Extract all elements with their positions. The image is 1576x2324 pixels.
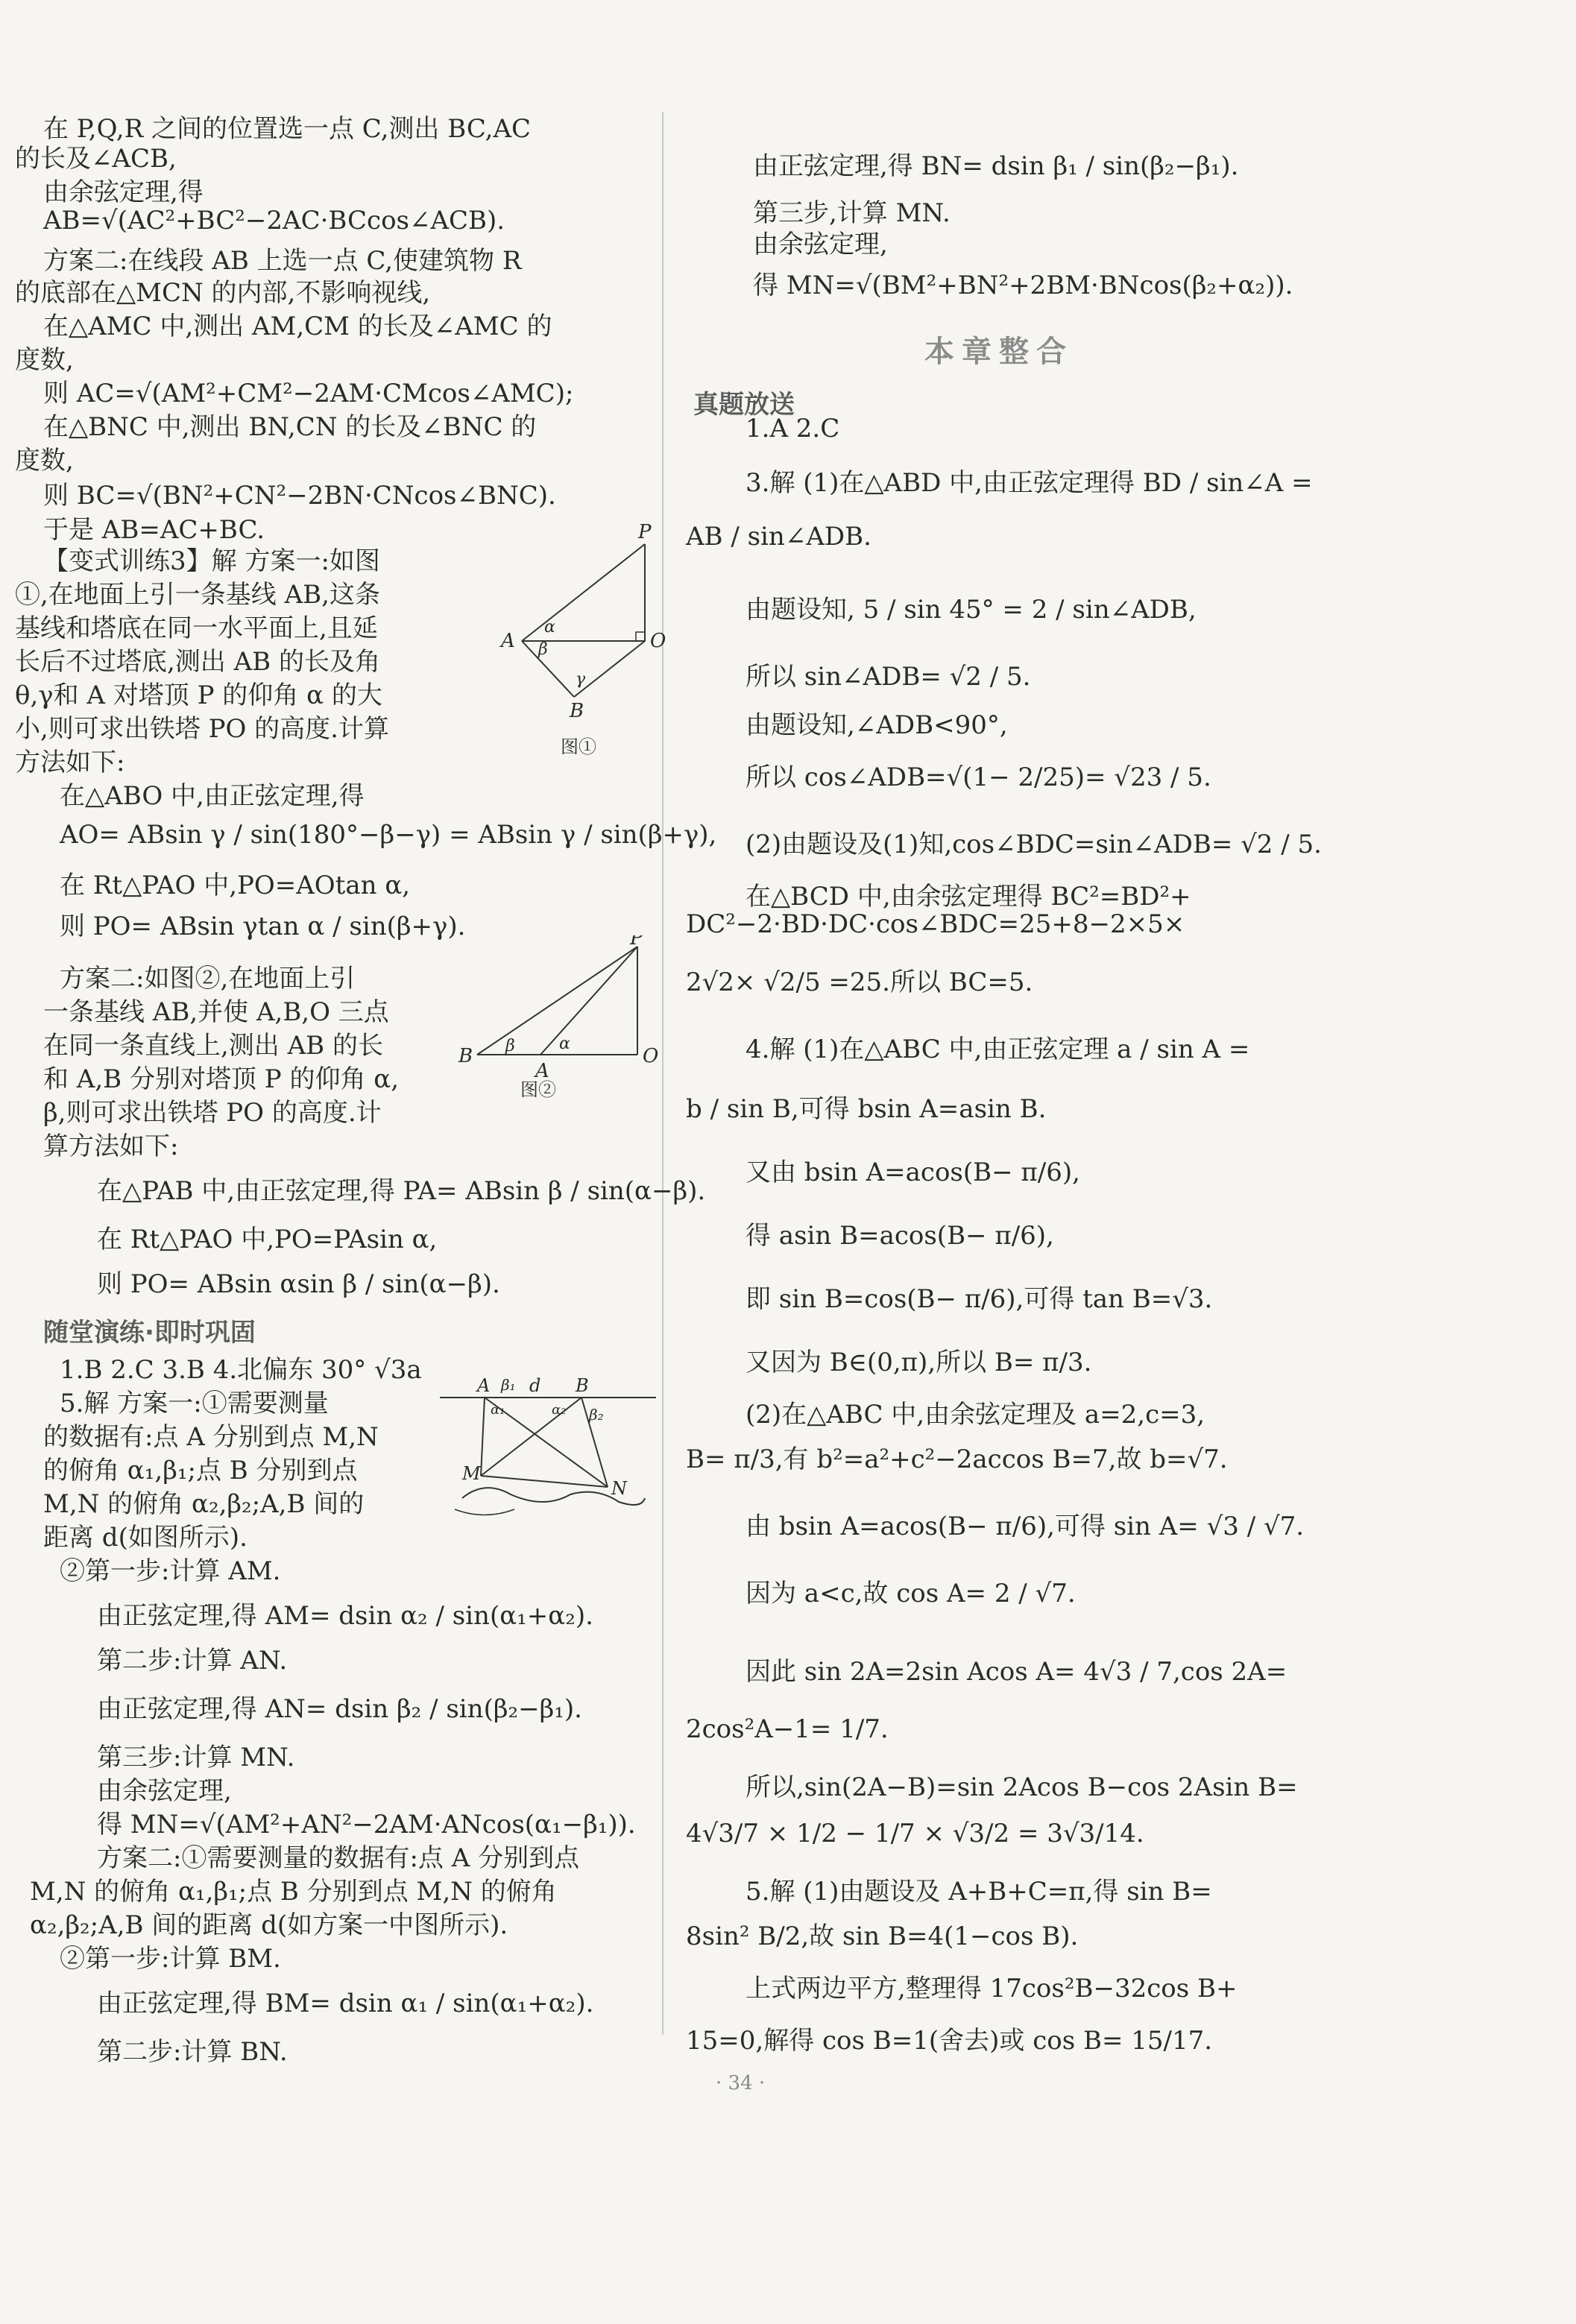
fig3-label-A: A — [477, 1375, 491, 1396]
right-text-line: 上式两边平方,整理得 17cos²B−32cos B+ — [746, 1974, 1238, 2003]
fig3-label-alpha2: α₂ — [552, 1402, 567, 1418]
left-text-line: 由余弦定理, — [97, 1776, 232, 1806]
left-text-line: 于是 AB=AC+BC. — [43, 515, 265, 545]
left-text-line: 则 PO= ABsin αsin β / sin(α−β). — [97, 1269, 500, 1299]
fig2-label-alpha: α — [559, 1035, 570, 1053]
left-text-line: 第二步:计算 BN. — [97, 2037, 288, 2067]
right-text-line: 2√2× √2/5 =25.所以 BC=5. — [686, 967, 1033, 997]
left-text-line: 5.解 方案一:①需要测量 — [60, 1389, 329, 1418]
left-text-line: ②第一步:计算 AM. — [60, 1556, 281, 1586]
right-text-line: b / sin B,可得 bsin A=asin B. — [686, 1094, 1047, 1124]
left-text-line: 算方法如下: — [43, 1131, 179, 1161]
left-text-line: ①,在地面上引一条基线 AB,这条 — [15, 580, 380, 610]
right-text-line: (2)由题设及(1)知,cos∠BDC=sin∠ADB= √2 / 5. — [746, 830, 1322, 859]
left-text-line: AB=√(AC²+BC²−2AC·BCcos∠ACB). — [43, 206, 505, 236]
right-text-line: 15=0,解得 cos B=1(舍去)或 cos B= 15/17. — [686, 2026, 1213, 2056]
left-text-line: 在同一条直线上,测出 AB 的长 — [43, 1031, 383, 1061]
fig3-label-beta2: β₂ — [589, 1406, 604, 1424]
right-text-line: 由题设知,∠ADB<90°, — [746, 710, 1008, 740]
left-text-line: 在△PAB 中,由正弦定理,得 PA= ABsin β / sin(α−β). — [97, 1176, 706, 1206]
fig1-label-beta: β — [538, 640, 548, 659]
right-text-line: 又由 bsin A=acos(B− π/6), — [746, 1158, 1080, 1187]
left-text-line: 基线和塔底在同一水平面上,且延 — [15, 613, 378, 643]
right-text-line: B= π/3,有 b²=a²+c²−2accos B=7,故 b=√7. — [686, 1444, 1228, 1474]
left-text-line: 方案二:①需要测量的数据有:点 A 分别到点 — [97, 1843, 580, 1873]
right-text-line: 本章整合 — [924, 335, 1074, 369]
left-text-line: 的数据有:点 A 分别到点 M,N — [43, 1422, 379, 1452]
figure-3 — [440, 1368, 664, 1539]
left-text-line: 的俯角 α₁,β₁;点 B 分别到点 — [43, 1456, 358, 1485]
fig1-label-gamma: γ — [576, 670, 586, 689]
right-text-line: 在△BCD 中,由余弦定理得 BC²=BD²+ — [746, 882, 1191, 912]
right-text-line: 即 sin B=cos(B− π/6),可得 tan B=√3. — [746, 1284, 1213, 1314]
left-text-line: 则 PO= ABsin γtan α / sin(β+γ). — [60, 912, 466, 941]
fig2-label-P: P — [630, 935, 643, 950]
left-text-line: 在△AMC 中,测出 AM,CM 的长及∠AMC 的 — [43, 312, 552, 341]
fig1-label-A: A — [501, 630, 515, 652]
left-text-line: 在△ABO 中,由正弦定理,得 — [60, 781, 365, 811]
fig2-label-O: O — [643, 1045, 659, 1067]
left-text-line: 得 MN=√(AM²+AN²−2AM·ANcos(α₁−β₁)). — [97, 1810, 636, 1840]
left-text-line: 则 AC=√(AM²+CM²−2AM·CMcos∠AMC); — [43, 379, 574, 408]
right-text-line: (2)在△ABC 中,由余弦定理及 a=2,c=3, — [746, 1400, 1205, 1430]
fig3-label-d: d — [529, 1375, 541, 1396]
left-text-line: α₂,β₂;A,B 间的距离 d(如方案一中图所示). — [30, 1910, 508, 1940]
fig2-label-beta: β — [505, 1037, 515, 1055]
right-text-line: 又因为 B∈(0,π),所以 B= π/3. — [746, 1348, 1092, 1377]
left-text-line: 随堂演练·即时巩固 — [43, 1318, 256, 1348]
fig2-label-B: B — [458, 1045, 473, 1067]
left-text-line: 度数, — [15, 446, 74, 476]
left-text-line: 度数, — [15, 345, 74, 375]
left-text-line: β,则可求出铁塔 PO 的高度.计 — [43, 1098, 382, 1128]
fig1-label-B: B — [570, 700, 584, 722]
fig1-caption: 图① — [561, 736, 596, 757]
page-number: · 34 · — [716, 2072, 766, 2094]
right-text-line: 8sin² B/2,故 sin B=4(1−cos B). — [686, 1922, 1079, 1951]
left-text-line: 在 P,Q,R 之间的位置选一点 C,测出 BC,AC — [43, 114, 532, 144]
left-text-line: 一条基线 AB,并使 A,B,O 三点 — [43, 997, 389, 1027]
fig2-caption: 图② — [520, 1079, 556, 1100]
left-text-line: 和 A,B 分别对塔顶 P 的仰角 α, — [43, 1064, 400, 1094]
right-text-line: 所以 sin∠ADB= √2 / 5. — [746, 662, 1031, 692]
left-text-line: 第三步:计算 MN. — [97, 1743, 295, 1772]
left-text-line: 方案二:如图②,在地面上引 — [60, 964, 356, 994]
figure-2 — [455, 935, 671, 1107]
fig3-label-beta1: β₁ — [501, 1376, 516, 1394]
right-text-line: 所以 cos∠ADB=√(1− 2/25)= √23 / 5. — [746, 762, 1211, 792]
right-text-line: 得 asin B=acos(B− π/6), — [746, 1221, 1054, 1251]
figure-3-svg — [440, 1368, 664, 1539]
right-text-line: 1.A 2.C — [746, 414, 840, 443]
left-text-line: 由余弦定理,得 — [43, 177, 204, 207]
left-text-line: 的长及∠ACB, — [15, 144, 177, 174]
right-text-line: 由 bsin A=acos(B− π/6),可得 sin A= √3 / √7. — [746, 1512, 1305, 1541]
left-text-line: 第二步:计算 AN. — [97, 1646, 288, 1676]
left-text-line: θ,γ和 A 对塔顶 P 的仰角 α 的大 — [15, 681, 382, 710]
figure-1 — [492, 522, 671, 768]
right-text-line: 由正弦定理,得 BN= dsin β₁ / sin(β₂−β₁). — [753, 151, 1239, 181]
fig2-label-A: A — [535, 1060, 549, 1082]
left-text-line: AO= ABsin γ / sin(180°−β−γ) = ABsin γ / sin(β+γ), — [60, 820, 717, 850]
left-text-line: 则 BC=√(BN²+CN²−2BN·CNcos∠BNC). — [43, 481, 556, 511]
left-text-line: 由正弦定理,得 AM= dsin α₂ / sin(α₁+α₂). — [97, 1601, 593, 1631]
fig3-label-N: N — [611, 1478, 627, 1499]
right-text-line: 真题放送 — [693, 390, 795, 420]
left-text-line: M,N 的俯角 α₂,β₂;A,B 间的 — [43, 1489, 365, 1519]
left-text-line: ②第一步:计算 BM. — [60, 1944, 281, 1974]
right-text-line: 4√3/7 × 1/2 − 1/7 × √3/2 = 3√3/14. — [686, 1819, 1144, 1848]
left-text-line: M,N 的俯角 α₁,β₁;点 B 分别到点 M,N 的俯角 — [30, 1877, 557, 1907]
left-text-line: 由正弦定理,得 BM= dsin α₁ / sin(α₁+α₂). — [97, 1989, 594, 2018]
figure-2-svg — [455, 935, 671, 1107]
left-text-line: 长后不过塔底,测出 AB 的长及角 — [15, 647, 380, 677]
right-text-line: 所以,sin(2A−B)=sin 2Acos B−cos 2Asin B= — [746, 1772, 1298, 1802]
fig3-label-M: M — [462, 1463, 481, 1484]
left-text-line: 方案二:在线段 AB 上选一点 C,使建筑物 R — [43, 246, 522, 276]
right-text-line: 因为 a<c,故 cos A= 2 / √7. — [746, 1579, 1076, 1608]
right-text-line: DC²−2·BD·DC·cos∠BDC=25+8−2×5× — [686, 909, 1185, 939]
right-text-line: 4.解 (1)在△ABC 中,由正弦定理 a / sin A = — [746, 1035, 1250, 1064]
right-text-line: 3.解 (1)在△ABD 中,由正弦定理得 BD / sin∠A = — [746, 468, 1313, 498]
right-text-line: 第三步,计算 MN. — [753, 198, 951, 228]
fig1-label-alpha: α — [544, 618, 555, 637]
left-text-line: 小,则可求出铁塔 PO 的高度.计算 — [15, 714, 389, 744]
left-text-line: 【变式训练3】解 方案一:如图 — [43, 546, 380, 576]
left-text-line: 距离 d(如图所示). — [43, 1523, 248, 1553]
left-text-line: 在△BNC 中,测出 BN,CN 的长及∠BNC 的 — [43, 412, 537, 442]
left-text-line: 1.B 2.C 3.B 4.北偏东 30° √3a — [60, 1355, 422, 1385]
right-text-line: 5.解 (1)由题设及 A+B+C=π,得 sin B= — [746, 1877, 1212, 1907]
left-text-line: 在 Rt△PAO 中,PO=PAsin α, — [97, 1225, 438, 1254]
right-text-line: 得 MN=√(BM²+BN²+2BM·BNcos(β₂+α₂)). — [753, 271, 1293, 300]
left-text-line: 的底部在△MCN 的内部,不影响视线, — [15, 278, 431, 308]
right-text-line: 由余弦定理, — [753, 230, 888, 259]
fig3-label-B: B — [576, 1375, 589, 1396]
right-text-line: 2cos²A−1= 1/7. — [686, 1714, 889, 1744]
fig3-label-alpha1: α₁ — [491, 1402, 505, 1418]
fig1-label-P: P — [638, 522, 652, 543]
right-text-line: 因此 sin 2A=2sin Acos A= 4√3 / 7,cos 2A= — [746, 1657, 1287, 1687]
right-text-line: AB / sin∠ADB. — [686, 522, 871, 552]
left-text-line: 方法如下: — [15, 748, 125, 777]
figure-1-svg — [492, 522, 671, 768]
left-text-line: 在 Rt△PAO 中,PO=AOtan α, — [60, 871, 411, 900]
fig1-label-O: O — [650, 630, 666, 652]
right-text-line: 由题设知, 5 / sin 45° = 2 / sin∠ADB, — [746, 595, 1197, 625]
left-text-line: 由正弦定理,得 AN= dsin β₂ / sin(β₂−β₁). — [97, 1694, 582, 1724]
